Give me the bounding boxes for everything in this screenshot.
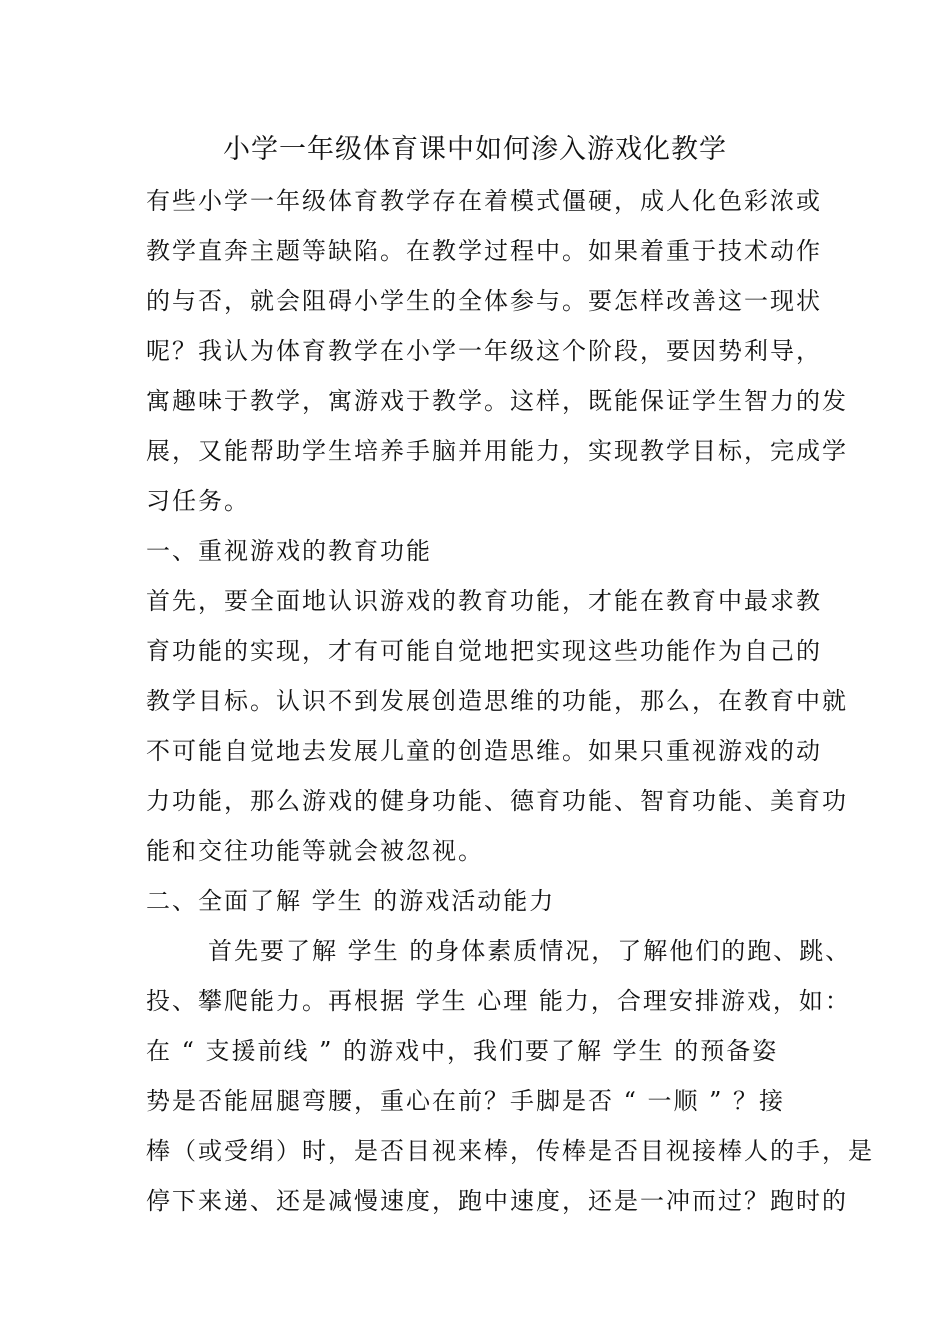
paragraph-line: 育功能的实现，才有可能自觉地把实现这些功能作为自己的 <box>146 637 822 665</box>
paragraph-line: 习任务。 <box>146 487 250 515</box>
paragraph-line: 力功能，那么游戏的健身功能、德育功能、智育功能、美育功 <box>146 787 848 815</box>
paragraph-line: 能和交往功能等就会被忽视。 <box>146 837 484 865</box>
paragraph-line: 呢？我认为体育教学在小学一年级这个阶段，要因势利导， <box>146 337 822 365</box>
paragraph-line: 在 “ 支援前线 ” 的游戏中，我们要了解 学生 的预备姿 <box>146 1037 779 1065</box>
paragraph-line: 不可能自觉地去发展儿童的创造思维。如果只重视游戏的动 <box>146 737 822 765</box>
paragraph-line: 展，又能帮助学生培养手脑并用能力，实现教学目标，完成学 <box>146 437 848 465</box>
paragraph-line: 的与否，就会阻碍小学生的全体参与。要怎样改善这一现状 <box>146 287 822 315</box>
paragraph-line: 投、攀爬能力。再根据 学生 心理 能力，合理安排游戏，如： <box>146 987 851 1015</box>
paragraph-line-indented: 首先要了解 学生 的身体素质情况，了解他们的跑、跳、 <box>208 937 852 965</box>
paragraph-line: 停下来递、还是减慢速度，跑中速度，还是一冲而过？跑时的 <box>146 1187 848 1215</box>
paragraph-line: 寓趣味于教学，寓游戏于教学。这样，既能保证学生智力的发 <box>146 387 848 415</box>
paragraph-line: 教学目标。认识不到发展创造思维的功能，那么，在教育中就 <box>146 687 848 715</box>
paragraph-line: 教学直奔主题等缺陷。在教学过程中。如果着重于技术动作 <box>146 237 822 265</box>
section-heading-1: 一、重视游戏的教育功能 <box>146 537 432 565</box>
section-heading-2: 二、全面了解 学生 的游戏活动能力 <box>146 887 556 915</box>
document-title: 小学一年级体育课中如何渗入游戏化教学 <box>223 134 727 165</box>
paragraph-line: 棒（或受绢）时，是否目视来棒，传棒是否目视接棒人的手，是 <box>146 1137 874 1165</box>
paragraph-line: 有些小学一年级体育教学存在着模式僵硬，成人化色彩浓或 <box>146 187 822 215</box>
document-body <box>146 176 874 1226</box>
paragraph-line: 势是否能屈腿弯腰，重心在前？手脚是否 “ 一顺 ” ？接 <box>146 1087 786 1115</box>
paragraph-line: 首先，要全面地认识游戏的教育功能，才能在教育中最求教 <box>146 587 822 615</box>
